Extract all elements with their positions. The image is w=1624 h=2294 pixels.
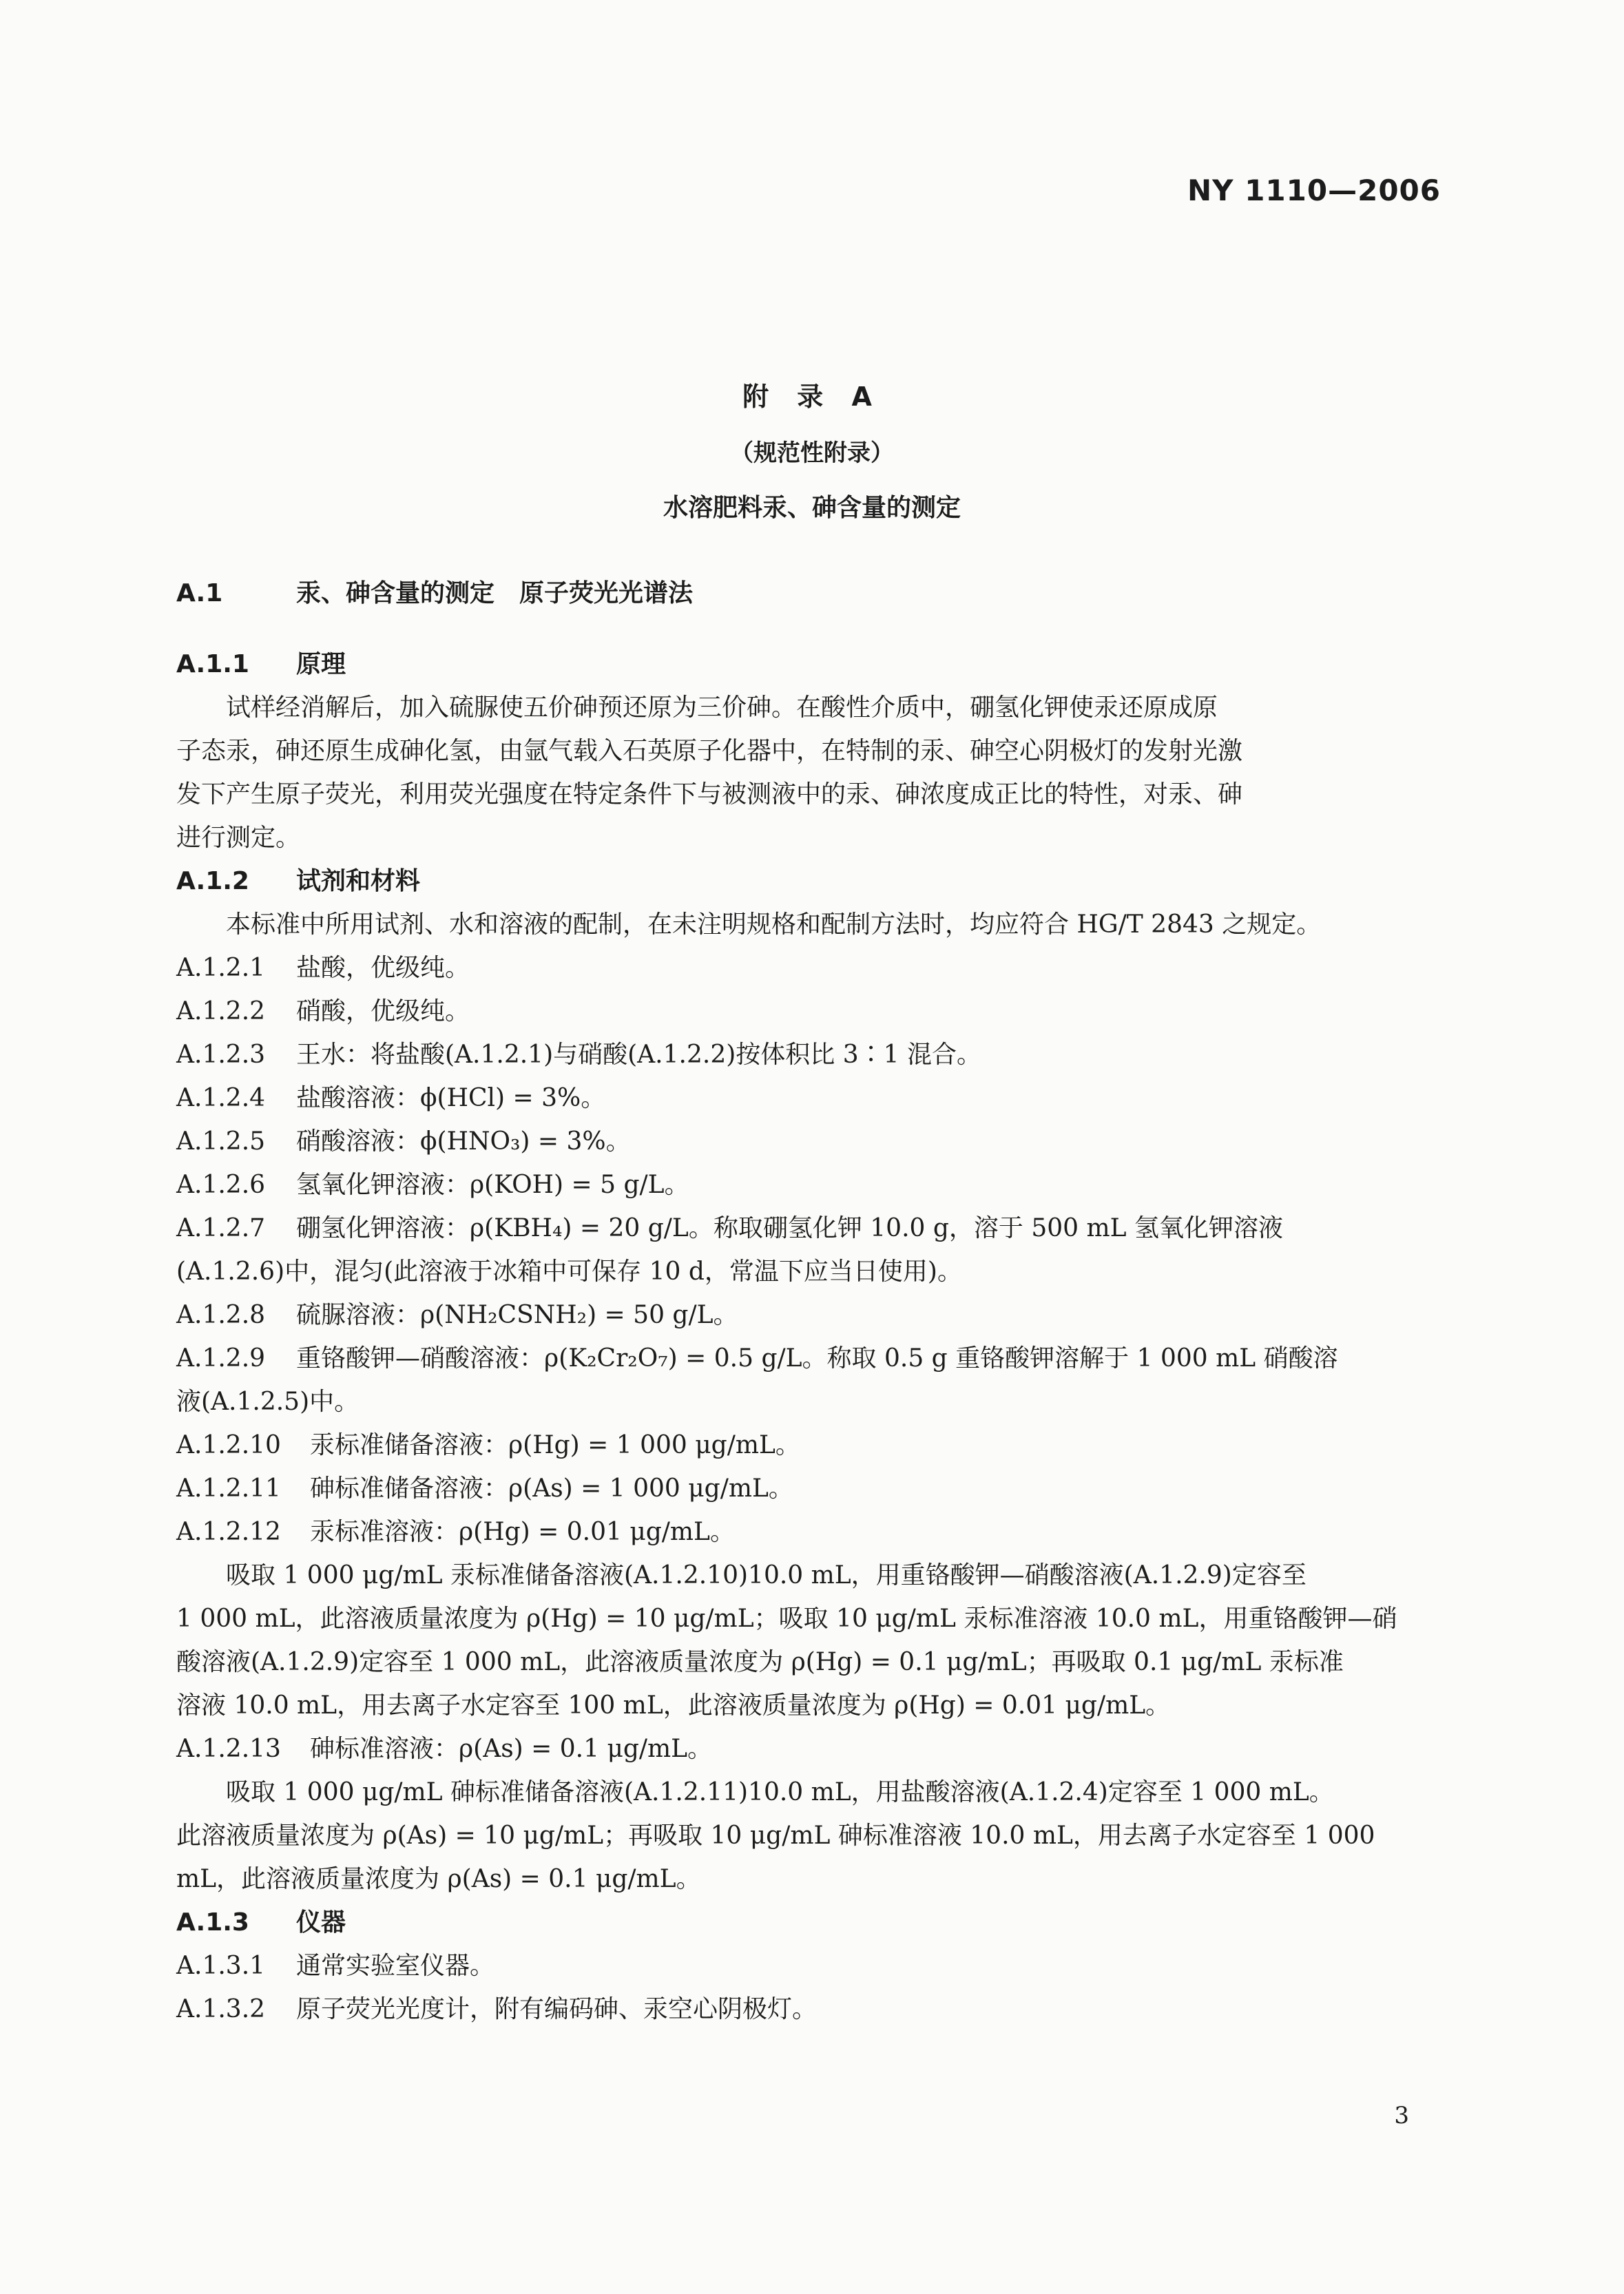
section-number: A.1.2 — [176, 867, 249, 895]
item-number: A.1.3.1 — [176, 1952, 266, 1980]
paragraph-line: 1 000 mL，此溶液质量浓度为 ρ(Hg) = 10 μg/mL；吸取 10 μg/mL 汞标准溶液 10.0 mL，用重铬酸钾—硝 — [176, 1605, 1397, 1633]
item-text: 原子荧光光度计，附有编码砷、汞空心阴极灯。 — [296, 1995, 818, 2023]
page-number: 3 — [1394, 2102, 1409, 2129]
paragraph-line: 试样经消解后，加入硫脲使五价砷预还原为三价砷。在酸性介质中，硼氢化钾使汞还原成原 — [226, 694, 1218, 722]
item-number: A.1.2.9 — [176, 1344, 266, 1373]
list-item — [176, 1510, 1450, 1554]
section-heading-a11 — [176, 643, 1450, 686]
list-item — [176, 1076, 1450, 1120]
item-number: A.1.2.4 — [176, 1084, 266, 1112]
item-number: A.1.2.10 — [176, 1431, 281, 1459]
paragraph-line: (A.1.2.6)中，混匀(此溶液于冰箱中可保存 10 d，常温下应当日使用)。 — [176, 1258, 962, 1286]
item-text: 硫脲溶液：ρ(NH₂CSNH₂) = 50 g/L。 — [296, 1301, 738, 1329]
item-text: 砷标准储备溶液：ρ(As) = 1 000 μg/mL。 — [310, 1474, 793, 1503]
paragraph-line: 此溶液质量浓度为 ρ(As) = 10 μg/mL；再吸取 10 μg/mL 砷标准溶液 10.0 mL，用去离子水定容至 1 000 — [176, 1822, 1375, 1850]
paragraph-line: mL，此溶液质量浓度为 ρ(As) = 0.1 μg/mL。 — [176, 1865, 701, 1893]
item-number: A.1.2.12 — [176, 1518, 281, 1546]
annex-type: （规范性附录） — [730, 439, 894, 467]
item-text: 砷标准溶液：ρ(As) = 0.1 μg/mL。 — [310, 1735, 713, 1763]
item-number: A.1.2.13 — [176, 1735, 281, 1763]
list-item — [176, 946, 1450, 990]
item-text: 硝酸溶液：ϕ(HNO₃) = 3%。 — [296, 1127, 631, 1156]
item-number: A.1.2.2 — [176, 997, 266, 1025]
paragraph-line: 液(A.1.2.5)中。 — [176, 1388, 360, 1416]
paragraph-line: 吸取 1 000 μg/mL 汞标准储备溶液(A.1.2.10)10.0 mL，用重铬酸钾—硝酸溶液(A.1.2.9)定容至 — [226, 1561, 1307, 1589]
annex-title-block — [0, 375, 1624, 523]
section-number: A.1 — [176, 579, 223, 607]
item-text: 盐酸溶液：ϕ(HCl) = 3%。 — [296, 1084, 606, 1112]
item-number: A.1.2.11 — [176, 1474, 281, 1503]
annex-label: 附 录 A — [742, 382, 882, 412]
list-item — [176, 1293, 1450, 1337]
item-text: 通常实验室仪器。 — [296, 1952, 495, 1980]
paragraph-line: 吸取 1 000 μg/mL 砷标准储备溶液(A.1.2.11)10.0 mL，用盐酸溶液(A.1.2.4)定容至 1 000 mL。 — [226, 1778, 1334, 1806]
paragraph-line: 酸溶液(A.1.2.9)定容至 1 000 mL，此溶液质量浓度为 ρ(Hg) = 0.1 μg/mL；再吸取 0.1 μg/mL 汞标准 — [176, 1648, 1344, 1676]
list-item — [176, 1727, 1450, 1771]
list-item — [176, 1944, 1450, 1988]
list-item — [176, 1207, 1450, 1250]
section-heading-a13 — [176, 1901, 1450, 1944]
item-number: A.1.2.7 — [176, 1214, 266, 1242]
list-item — [176, 1424, 1450, 1467]
item-text: 盐酸，优级纯。 — [296, 954, 470, 982]
list-item — [176, 1988, 1450, 2031]
list-item — [176, 1337, 1450, 1380]
list-item — [176, 990, 1450, 1033]
item-number: A.1.2.5 — [176, 1127, 266, 1156]
section-title: 原理 — [296, 650, 346, 678]
paragraph-line: 子态汞，砷还原生成砷化氢，由氩气载入石英原子化器中，在特制的汞、砷空心阴极灯的发射光激 — [176, 737, 1243, 765]
paragraph-line: 进行测定。 — [176, 824, 301, 852]
item-text: 氢氧化钾溶液：ρ(KOH) = 5 g/L。 — [296, 1171, 689, 1199]
section-number: A.1.3 — [176, 1908, 249, 1937]
item-number: A.1.2.1 — [176, 954, 266, 982]
item-text: 硝酸，优级纯。 — [296, 997, 470, 1025]
section-title: 仪器 — [296, 1908, 346, 1937]
section-title: 试剂和材料 — [296, 867, 421, 895]
item-number: A.1.2.8 — [176, 1301, 266, 1329]
annex-main-title: 水溶肥料汞、砷含量的测定 — [663, 494, 961, 522]
item-number: A.1.2.3 — [176, 1041, 266, 1069]
section-heading-a1 — [176, 572, 1450, 615]
paragraph-line: 溶液 10.0 mL，用去离子水定容至 100 mL，此溶液质量浓度为 ρ(Hg) = 0.01 μg/mL。 — [176, 1691, 1171, 1720]
standard-number: NY 1110—2006 — [1187, 174, 1441, 207]
list-item — [176, 1120, 1450, 1163]
document-body — [176, 572, 1450, 2031]
paragraph-line: 发下产生原子荧光，利用荧光强度在特定条件下与被测液中的汞、砷浓度成正比的特性，对汞、砷 — [176, 780, 1243, 809]
section-heading-a12 — [176, 859, 1450, 903]
item-text: 重铬酸钾—硝酸溶液：ρ(K₂Cr₂O₇) = 0.5 g/L。称取 0.5 g 重铬酸钾溶解于 1 000 mL 硝酸溶 — [296, 1344, 1338, 1373]
item-text: 汞标准储备溶液：ρ(Hg) = 1 000 μg/mL。 — [310, 1431, 800, 1459]
item-text: 汞标准溶液：ρ(Hg) = 0.01 μg/mL。 — [310, 1518, 735, 1546]
item-number: A.1.3.2 — [176, 1995, 266, 2023]
item-text: 硼氢化钾溶液：ρ(KBH₄) = 20 g/L。称取硼氢化钾 10.0 g，溶于 500 mL 氢氧化钾溶液 — [296, 1214, 1283, 1242]
paragraph-line: 本标准中所用试剂、水和溶液的配制，在未注明规格和配制方法时，均应符合 HG/T 2843 之规定。 — [226, 910, 1322, 939]
section-title: 汞、砷含量的测定 原子荧光光谱法 — [296, 579, 694, 607]
item-number: A.1.2.6 — [176, 1171, 266, 1199]
section-number: A.1.1 — [176, 650, 249, 678]
list-item — [176, 1163, 1450, 1207]
list-item — [176, 1033, 1450, 1076]
item-text: 王水：将盐酸(A.1.2.1)与硝酸(A.1.2.2)按体积比 3∶1 混合。 — [296, 1041, 981, 1069]
list-item — [176, 1467, 1450, 1510]
